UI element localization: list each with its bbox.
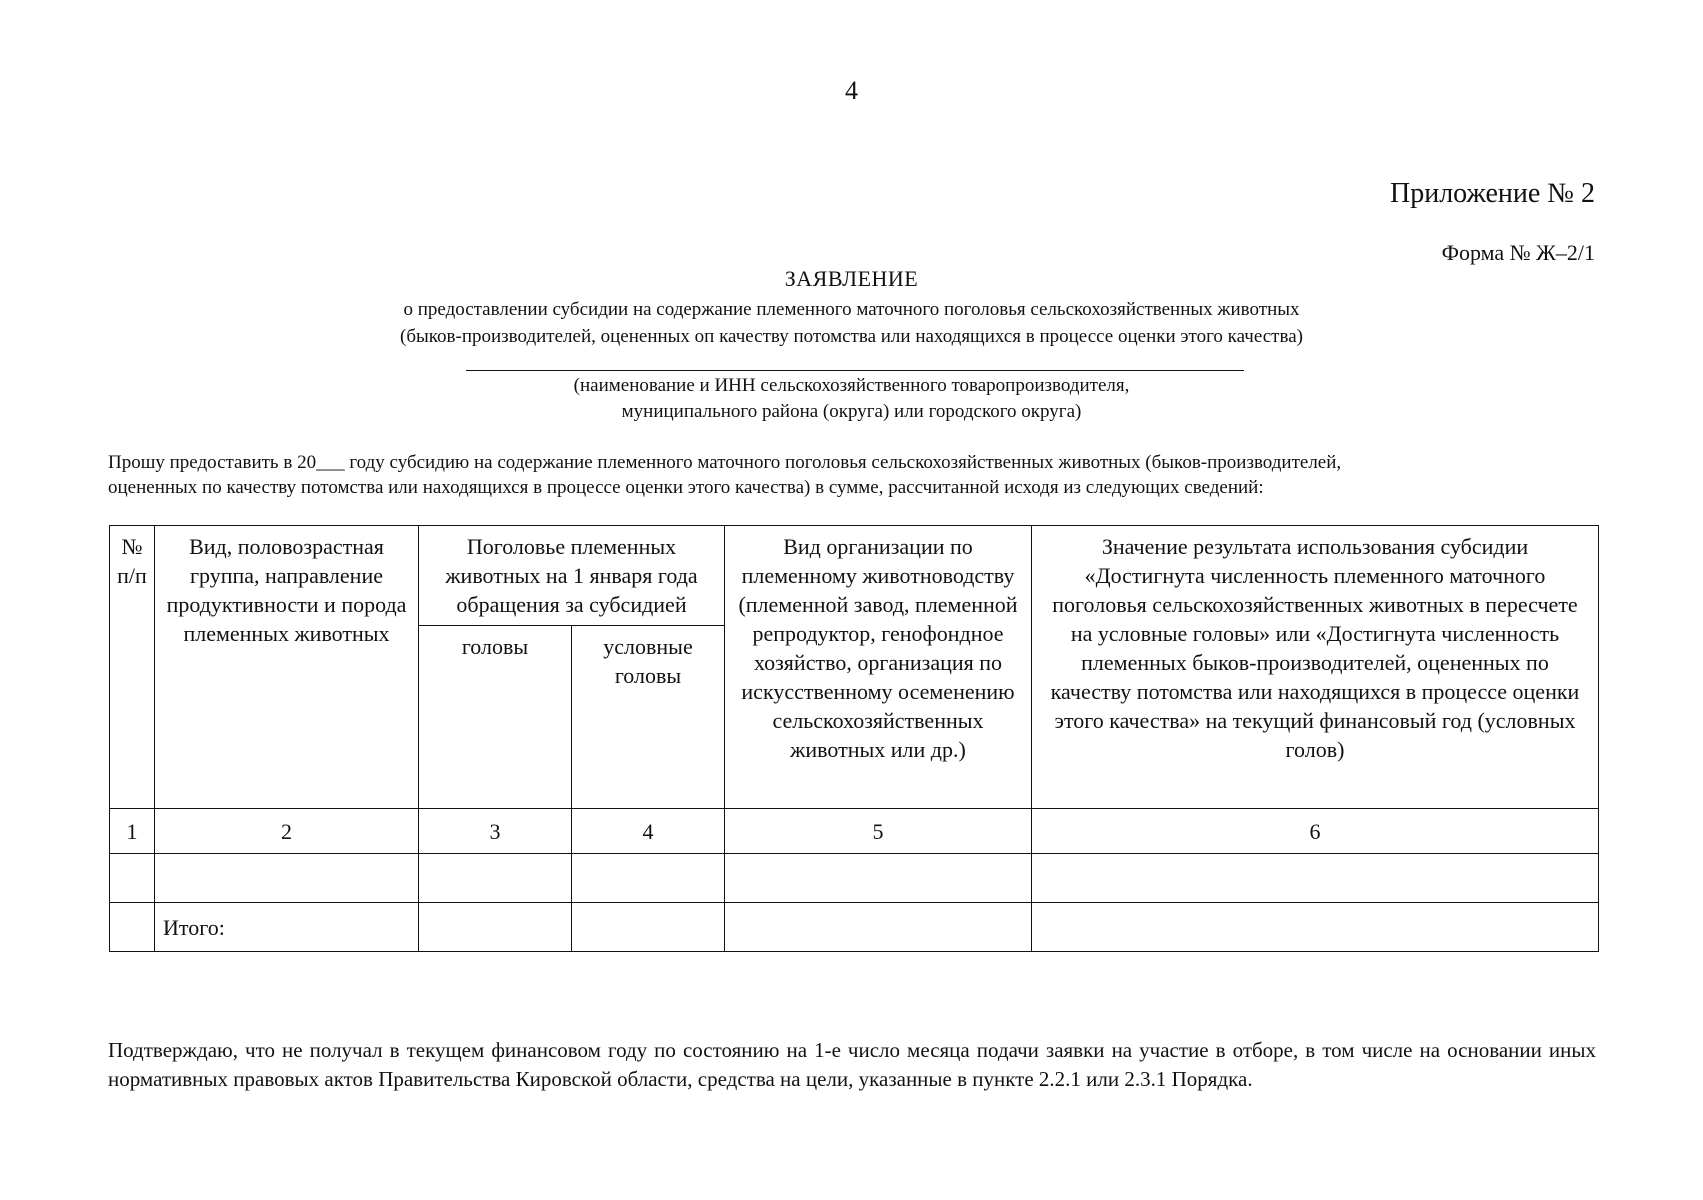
document-subtitle	[0, 296, 1703, 350]
form-number: Форма № Ж–2/1	[1441, 240, 1595, 265]
confirmation-paragraph: Подтверждаю, что не получал в текущем финансовом году по состоянию на 1-е число месяца подачи заявки на участие в отборе, в том числе на основании иных нормативных правовых актов Правительства Кировской области, средства на цели, указанные в пункте 2.2.1 или 2.3.1 Порядка.	[108, 1038, 1596, 1091]
header-livestock: Поголовье племенных животных на 1 января года обращения за субсидией	[419, 526, 725, 626]
table-cell[interactable]	[572, 854, 725, 903]
request-paragraph	[108, 450, 1596, 500]
table-cell[interactable]	[110, 854, 155, 903]
applicant-name-line[interactable]	[466, 370, 1244, 371]
header-number: № п/п	[110, 526, 155, 809]
total-result-cell[interactable]	[1032, 903, 1599, 952]
subtitle-line-2: (быков-производителей, оцененных оп качеству потомства или находящихся в процессе оценки этого качества)	[400, 326, 1303, 347]
total-label: Итого:	[155, 903, 419, 952]
total-organization-cell[interactable]	[725, 903, 1032, 952]
name-caption-line-2: муниципального района (округа) или городского округа)	[621, 401, 1082, 422]
table-number-row	[110, 809, 1599, 854]
document-title: ЗАЯВЛЕНИЕ	[784, 266, 919, 291]
col-number-6: 6	[1032, 809, 1599, 854]
header-result-value: Значение результата использования субсидии «Достигнута численность племенного маточного поголовья сельскохозяйственных животных в пересчете на условные головы» или «Достигнута численность племенных быков-производителей, оцененных по качеству потомства или находящихся в процессе оценки этого качества» на текущий финансовый год (условных голов)	[1032, 526, 1599, 809]
table-row	[110, 854, 1599, 903]
appendix-label: Приложение № 2	[1390, 178, 1595, 209]
subsidy-table	[109, 525, 1599, 952]
table-total-row	[110, 903, 1599, 952]
total-heads-cell[interactable]	[419, 903, 572, 952]
request-line-2: оцененных по качеству потомства или находящихся в процессе оценки этого качества) в сумме, рассчитанной исходя из следующих сведений:	[108, 477, 1264, 498]
col-number-2: 2	[155, 809, 419, 854]
total-conditional-heads-cell[interactable]	[572, 903, 725, 952]
applicant-name-caption	[0, 373, 1703, 425]
header-heads: головы	[419, 626, 572, 809]
table-cell[interactable]	[155, 854, 419, 903]
request-line-1: Прошу предоставить в 20___ году субсидию на содержание племенного маточного поголовья сельскохозяйственных животных (быков-производителей,	[108, 452, 1342, 473]
table-cell	[110, 903, 155, 952]
table-header-row	[110, 526, 1599, 626]
table-cell[interactable]	[725, 854, 1032, 903]
subtitle-line-1: о предоставлении субсидии на содержание племенного маточного поголовья сельскохозяйственных животных	[403, 299, 1300, 320]
header-organization-type: Вид организации по племенному животноводству (племенной завод, племенной репродуктор, генофондное хозяйство, организация по искусственному осеменению сельскохозяйственных животных или др.)	[725, 526, 1032, 809]
header-animal-type: Вид, половозрастная группа, направление продуктивности и порода племенных животных	[155, 526, 419, 809]
page-number: 4	[845, 76, 858, 105]
col-number-4: 4	[572, 809, 725, 854]
table-cell[interactable]	[1032, 854, 1599, 903]
table-cell[interactable]	[419, 854, 572, 903]
name-caption-line-1: (наименование и ИНН сельскохозяйственного товаропроизводителя,	[573, 375, 1130, 396]
col-number-5: 5	[725, 809, 1032, 854]
header-conditional-heads: условные головы	[572, 626, 725, 809]
col-number-3: 3	[419, 809, 572, 854]
col-number-1: 1	[110, 809, 155, 854]
